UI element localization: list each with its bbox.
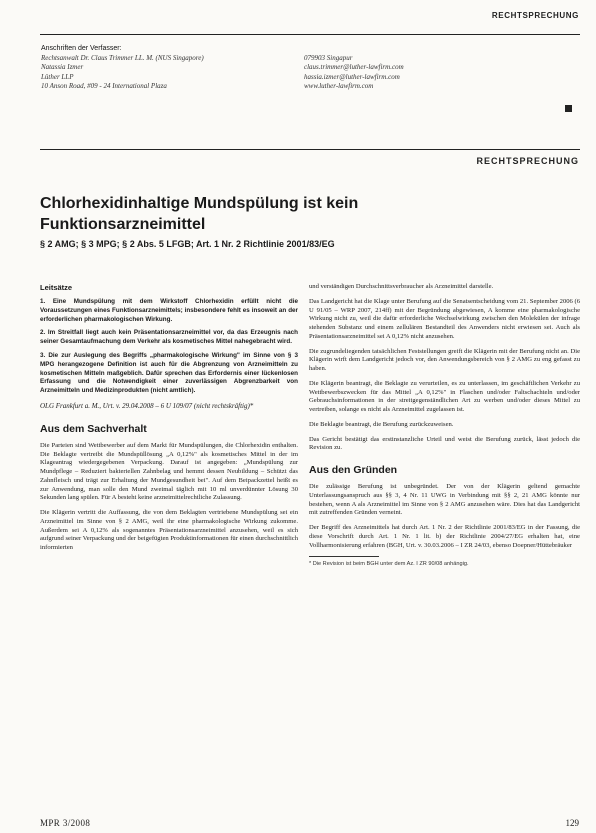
author-address-right bbox=[304, 54, 404, 92]
end-of-article-square bbox=[565, 105, 572, 112]
body-paragraph: Das Landgericht hat die Klage unter Berufung auf die Senatsentscheidung vom 21. September 2006 (6 U 91/05 – WRP 2007, 214ff) mit der Begründung abgewiesen, A komme eine pharmakologische Wirkung nicht zu, weil die dafür erforderliche Wechselwirkung zwischen den Molekülen der infrage stehenden Substanz und einem zellulären Bestandteil des Anwenders nicht erwiesen sei. Auch als Präsentationsarzneimittel sei A 0,12% nicht anzusehen. bbox=[309, 297, 580, 340]
right-column bbox=[309, 283, 580, 568]
court-citation: OLG Frankfurt a. M., Urt. v. 29.04.2008 – 6 U 109/07 (nicht rechtskräftig)* bbox=[40, 401, 254, 410]
left-column bbox=[40, 283, 298, 559]
body-paragraph: Die Parteien sind Wettbewerber auf dem Markt für Mundspülungen, die Chlorhexidin enthalten. Die Beklagte vertreibt die Mundspüllösung „A 0,12%" als kosmetisches Mittel in der im Klageantrag wiedergegebenen Verpackung. Darauf ist angegeben: „Mundspülung zur Mundpflege – Reduziert bakteriellen Zahnbelag und hemmt dessen Neubildung – Schützt das Zahnfleisch und trägt zur Erhaltung der Mundgesundheit bei". Auf dem Beipackzettel heißt es zur Anwendung, man solle den Mund zweimal täglich mit 10 ml unverdünnter Lösung 30 Sekunden lang spülen. Für A besteht keine arzneimittelrechtliche Zulassung. bbox=[40, 441, 298, 502]
address-line: Rechtsanwalt Dr. Claus Trimmer LL. M. (NUS Singapore) bbox=[41, 54, 204, 62]
body-paragraph: Die zugrundeliegenden tatsächlichen Feststellungen greift die Klägerin mit der Berufung nicht an. Die Klägerin wirft dem Landgericht jedoch vor, den Anwendungsbereich von § 2 AMG zu eng gefasst zu haben. bbox=[309, 347, 580, 372]
sachverhalt-heading: Aus dem Sachverhalt bbox=[40, 422, 147, 435]
author-addresses-title: Anschriften der Verfasser: bbox=[41, 45, 122, 52]
leitsaetze-heading: Leitsätze bbox=[40, 283, 73, 292]
section-label: RECHTSPRECHUNG bbox=[476, 156, 579, 166]
running-header: RECHTSPRECHUNG bbox=[491, 11, 579, 20]
address-line: Lüther LLP bbox=[41, 72, 74, 81]
leitsatz-3: 3. Die zur Auslegung des Begriffs „pharmakologische Wirkung" im Sinne von § 3 MPG herangezogene Definition ist auch für die Abgrenzung von Arzneimitteln zu kosmetischen Mitteln maßgeblich. Dafür sprechen das Erfordernis einer lückenlosen Erfassung und die Notwendigkeit einer zuverlässigen Abgrenzbarkeit von Arzneimitteln und Medizinprodukten (nicht amtlich). bbox=[40, 351, 298, 395]
address-line: 10 Anson Road, #09 - 24 International Plaza bbox=[41, 82, 167, 91]
footnote: * Die Revision ist beim BGH unter dem Az. I ZR 90/08 anhängig. bbox=[309, 561, 469, 568]
body-paragraph: und verständigen Durchschnittsverbraucher als Arzneimittel darstelle. bbox=[309, 283, 494, 290]
leitsatz-1: 1. Eine Mundspülung mit dem Wirkstoff Chlorhexidin erfüllt nicht die Voraussetzungen eines Funktionsarzneimittels; insbesondere fehlt es insoweit an der erforderlichen pharmakologischen Wirkung. bbox=[40, 298, 298, 323]
body-paragraph: Das Gericht bestätigt das erstinstanzliche Urteil und weist die Berufung zurück, lässt jedoch die Revision zu. bbox=[309, 435, 580, 452]
journal-issue: MPR 3/2008 bbox=[40, 818, 91, 828]
address-line: 079903 Singapur bbox=[304, 54, 353, 62]
body-paragraph: Die Klägerin beantragt, die Beklagte zu verurteilen, es zu unterlassen, im geschäftlichen Verkehr zu Wettbewerbszwecken für das Mittel „A 0,12%" in Flaschen und/oder Faltschachteln und/oder Gebrauchsinformationen in der streitgegenständlichen Art zu werben und/oder dieses Mittel zu vertreiben, solange es nicht als Arzneimittel zugelassen ist. bbox=[309, 379, 580, 413]
footnote-rule bbox=[309, 556, 379, 557]
gruende-heading: Aus den Gründen bbox=[309, 464, 398, 476]
leitsatz-2: 2. Im Streitfall liegt auch kein Präsentationsarzneimittel vor, da das Erzeugnis nach seiner Gesamtaufmachung dem Verkehr als kosmetisches Mittel nahegebracht wird. bbox=[40, 329, 298, 346]
section-rule bbox=[40, 149, 580, 150]
article-title: Chlorhexidinhaltige Mundspülung ist kein Funktionsarzneimittel bbox=[40, 195, 359, 233]
body-paragraph: Die zulässige Berufung ist unbegründet. Der von der Klägerin geltend gemachte Unterlassungsanspruch aus §§ 3, 4 Nr. 11 UWG in Verbindung mit §§ 2, 21 AMG könnte nur bestehen, wenn A als Arzneimittel im Sinne von § 2 AMG anzusehen wäre. Dies hat das Landgericht mit zutreffenden Gründen verneint. bbox=[309, 483, 580, 517]
body-paragraph: Der Begriff des Arzneimittels hat durch Art. 1 Nr. 2 der Richtlinie 2001/83/EG in der Fassung, die diese Vorschrift durch Art. 1 Nr. 1 lit. b) der Richtlinie 2004/27/EG erhalten hat, eine Vollharmonisierung erfahren (BGH, Urt. v. 30.03.2006 – I ZR 24/03, ebenso Doepner/Hüttebräuker bbox=[309, 524, 580, 549]
body-paragraph: Die Klägerin vertritt die Auffassung, die von dem Beklagten vertriebene Mundspülung sei ein Arzneimittel im Sinne von § 2 AMG, weil ihr eine pharmakologische Wirkung zukomme. Außerdem sei A 0,12% als sogenanntes Präsentationsarzneimittel anzusehen, weil es sich aufgrund seiner Verpackung und der beigefügten Produktinformationen für einen durchschnittlich informierten bbox=[40, 509, 298, 552]
author-addresses bbox=[41, 44, 541, 91]
body-paragraph: Die Beklagte beantragt, die Berufung zurückzuweisen. bbox=[309, 420, 454, 428]
email-link[interactable]: hassia.izmer@luther-lawfirm.com bbox=[304, 72, 400, 81]
author-address-left bbox=[41, 54, 204, 92]
header-rule bbox=[40, 34, 580, 35]
address-line: Natassia Izmer bbox=[41, 63, 84, 72]
page-number: 129 bbox=[565, 818, 579, 828]
website-link[interactable]: www.luther-lawfirm.com bbox=[304, 82, 374, 91]
article-subtitle: § 2 AMG; § 3 MPG; § 2 Abs. 5 LFGB; Art. 1 Nr. 2 Richtlinie 2001/83/EG bbox=[40, 239, 335, 249]
email-link[interactable]: claus.trimmer@luther-lawfirm.com bbox=[304, 63, 404, 72]
